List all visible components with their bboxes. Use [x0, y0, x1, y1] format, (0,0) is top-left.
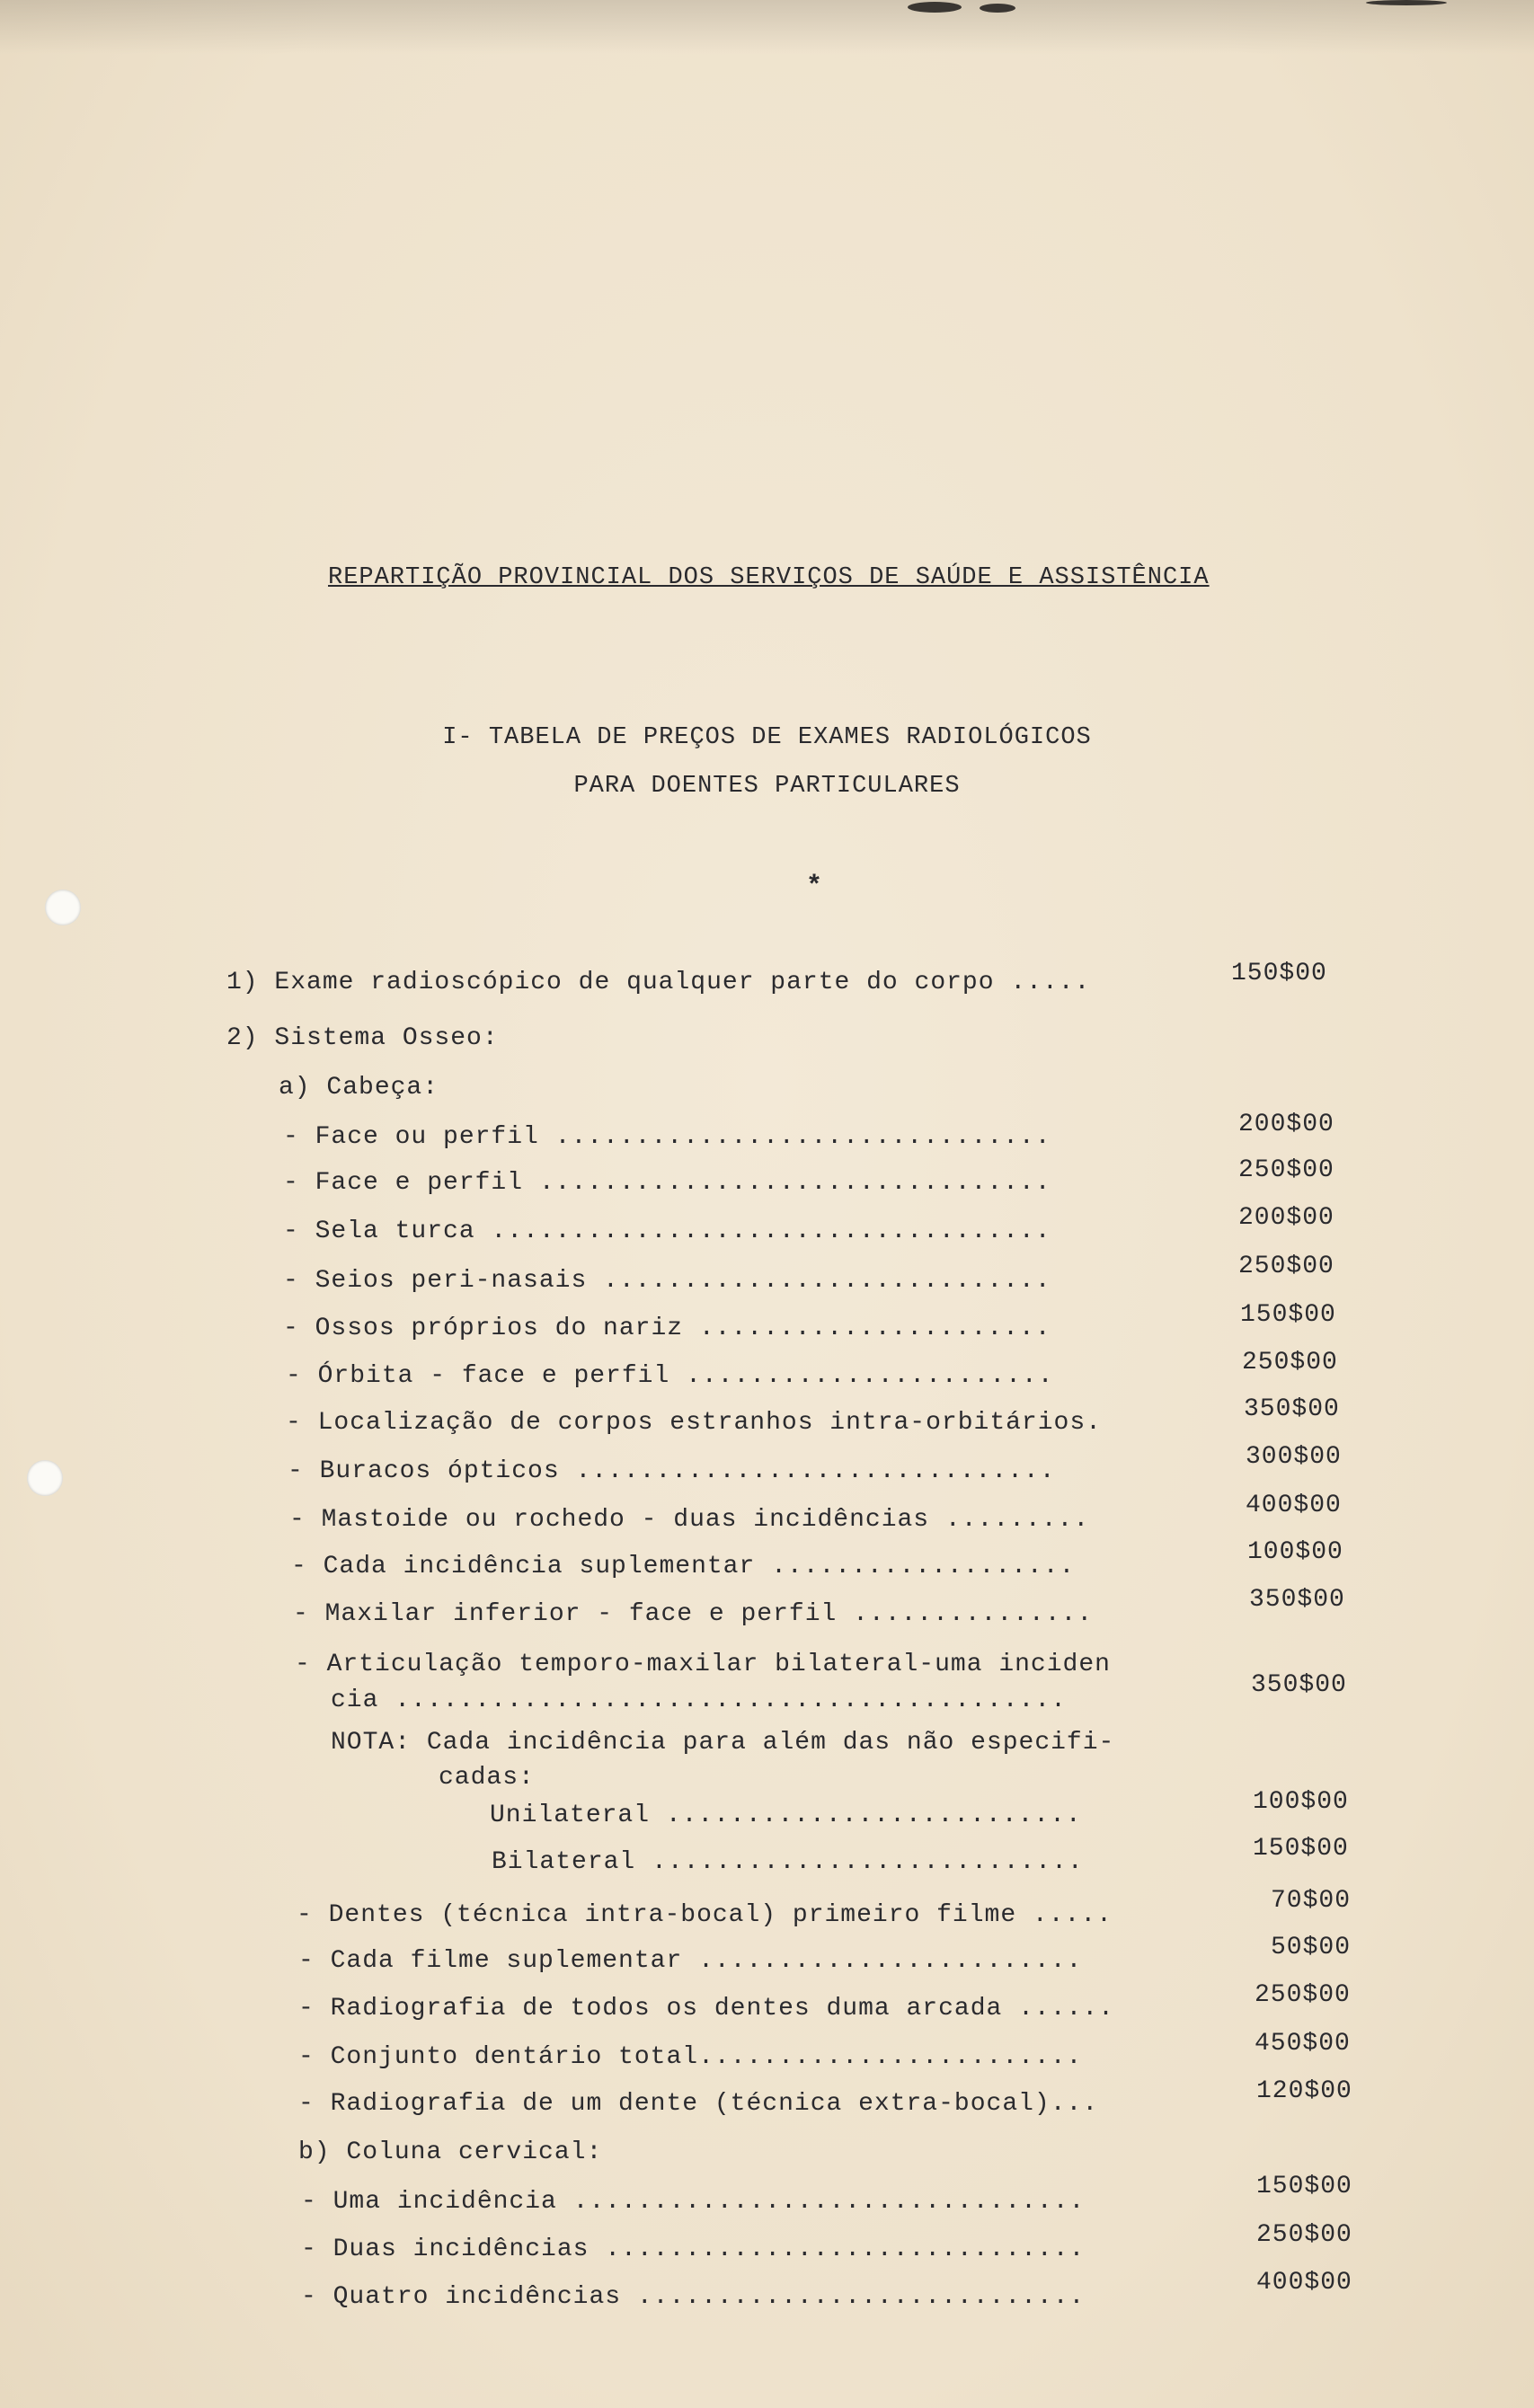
item-text: 1) Exame radioscópico de qualquer parte do corpo ..... — [226, 969, 1091, 996]
ink-blot — [908, 2, 962, 13]
item-price: 350$00 — [1244, 1395, 1340, 1423]
item-price: 100$00 — [1253, 1788, 1349, 1816]
item-price: 200$00 — [1238, 1204, 1334, 1232]
item-text: Bilateral ........................... — [492, 1848, 1084, 1876]
scan-top-edge — [0, 0, 1534, 54]
department-header: REPARTIÇÃO PROVINCIAL DOS SERVIÇOS DE SAÚDE E ASSISTÊNCIA — [328, 564, 1210, 591]
item-text: - Quatro incidências ............................ — [301, 2283, 1086, 2311]
item-price: 250$00 — [1255, 1981, 1351, 2009]
item-price: 200$00 — [1238, 1111, 1334, 1138]
item-price: 150$00 — [1256, 2173, 1352, 2200]
subsection-heading: a) Cabeça: — [279, 1074, 439, 1102]
punch-hole — [27, 1460, 63, 1496]
item-price: 70$00 — [1271, 1887, 1352, 1915]
table-title-line2: PARA DOENTES PARTICULARES — [573, 773, 961, 800]
table-title-line1: I- TABELA DE PREÇOS DE EXAMES RADIOLÓGICOS — [442, 724, 1092, 751]
item-price: 350$00 — [1249, 1586, 1345, 1614]
item-price: 150$00 — [1253, 1835, 1349, 1863]
item-price: 250$00 — [1238, 1253, 1334, 1280]
note-text-continued: cadas: — [439, 1764, 535, 1792]
item-price: 250$00 — [1242, 1349, 1338, 1377]
item-text: - Órbita - face e perfil ....................... — [286, 1362, 1054, 1390]
item-text: - Seios peri-nasais ............................ — [283, 1267, 1051, 1295]
subsection-heading: b) Coluna cervical: — [298, 2138, 603, 2166]
item-text: - Ossos próprios do nariz ...................... — [283, 1315, 1051, 1342]
punch-hole — [45, 890, 81, 925]
item-price: 50$00 — [1271, 1934, 1352, 1961]
item-price: 100$00 — [1247, 1538, 1343, 1566]
item-price: 250$00 — [1238, 1156, 1334, 1184]
item-price: 150$00 — [1231, 960, 1327, 987]
item-price: 250$00 — [1256, 2221, 1352, 2249]
item-text: - Cada incidência suplementar ................... — [291, 1553, 1076, 1580]
item-price: 300$00 — [1246, 1443, 1342, 1471]
section-heading: 2) Sistema Osseo: — [226, 1024, 499, 1052]
item-text: - Localização de corpos estranhos intra-orbitários. — [286, 1409, 1102, 1437]
item-text: - Uma incidência ................................ — [301, 2188, 1086, 2216]
item-text: - Cada filme suplementar ........................ — [298, 1947, 1083, 1975]
item-price: 150$00 — [1240, 1301, 1336, 1329]
separator-asterisk: * — [806, 872, 823, 902]
item-text: - Duas incidências .............................. — [301, 2235, 1086, 2263]
item-price: 350$00 — [1251, 1671, 1347, 1699]
item-text-continued: cia .......................................... — [331, 1686, 1067, 1714]
item-price: 120$00 — [1256, 2077, 1352, 2105]
item-text: - Mastoide ou rochedo - duas incidências ......... — [289, 1506, 1090, 1534]
item-price: 450$00 — [1255, 2030, 1351, 2058]
ink-blot — [1366, 0, 1447, 5]
item-text: - Buracos ópticos .............................. — [288, 1457, 1056, 1485]
item-text: - Sela turca ................................... — [283, 1217, 1051, 1245]
item-text: - Radiografia de um dente (técnica extra-bocal)... — [298, 2090, 1099, 2118]
item-text: Unilateral .......................... — [490, 1802, 1082, 1829]
item-text: - Face e perfil ................................ — [283, 1169, 1051, 1197]
item-text: - Radiografia de todos os dentes duma arcada ...... — [298, 1995, 1114, 2023]
item-text: - Maxilar inferior - face e perfil ............... — [293, 1600, 1094, 1628]
note-text: NOTA: Cada incidência para além das não especifi- — [331, 1729, 1115, 1757]
item-text: - Dentes (técnica intra-bocal) primeiro filme ..... — [297, 1901, 1113, 1929]
item-text: - Articulação temporo-maxilar bilateral-uma inciden — [295, 1651, 1111, 1678]
item-price: 400$00 — [1256, 2269, 1352, 2297]
item-text: - Face ou perfil ............................... — [283, 1123, 1051, 1151]
item-text: - Conjunto dentário total........................ — [298, 2043, 1083, 2071]
item-price: 400$00 — [1246, 1492, 1342, 1519]
ink-blot — [980, 4, 1015, 13]
